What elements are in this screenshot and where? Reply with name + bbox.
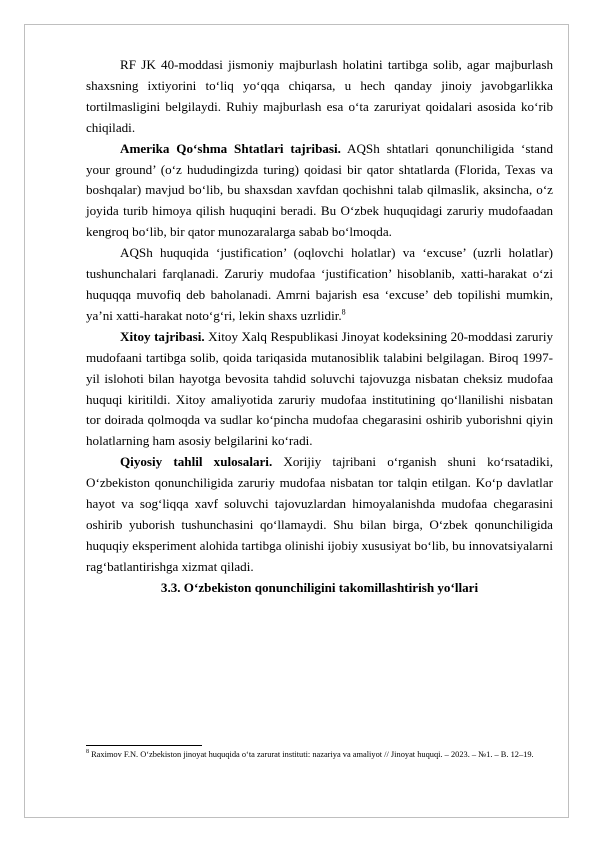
paragraph-text: Xitoy Xalq Respublikasi Jinoyat kodeksining 20-moddasi zaruriy mudofaani tartibga solib, qoida tariqasida mutanosiblik talabini belgilagan. Biroq 1997-yil islohoti bilan hayotga bevosita tahdid soluvchi tajovuzga nisbatan cheksiz mudofaa huquqi kiritildi. Xitoy amaliyotida zaruriy mudofaa institutining qo‘llanilishi nisbatan tor doirada qolmoqda va sudlar ko‘pincha mudofaa chegarasini oshirib yuborishni qiyin holatlarning ham asosiy belgilarini ko‘radi.	[86, 328, 554, 449]
paragraph-lead: Qiyosiy tahlil xulosalari.	[120, 454, 273, 470]
paragraph-usa-experience	[86, 139, 553, 244]
paragraph-china-experience	[86, 327, 553, 452]
paragraph-justification-excuse	[86, 243, 553, 327]
paragraph-text: AQSh shtatlari qonunchiligida ‘stand your ground’ (o‘z hududingizda turing) qoidasi bir qator shtatlarda (Florida, Texas va boshqalar) mavjud bo‘lib, bu shaxsdan xavfdan qochishni talab qilmaslik, aksincha, o‘z joyida turib himoya qilish huquqini beradi. Bu O‘zbek huquqidagi zaruriy mudofaadan kengroq bo‘lib, bir qator munozaralarga sabab bo‘lmoqda.	[86, 140, 553, 240]
paragraph-comparative-conclusions	[86, 452, 553, 577]
footnote-text: Raximov F.N. O‘zbekiston jinoyat huquqida o‘ta zarurat instituti: nazariya va amaliyot // Jinoyat huquqi. – 2023. – №1. – B. 12–19.	[89, 750, 534, 759]
paragraph-text: Xorijiy tajribani o‘rganish shuni ko‘rsatadiki, O‘zbekiston qonunchiligida zaruriy mudofaa nisbatan tor talqin etilgan. Ko‘p davlatlar hayot va sog‘liqqa xavf soluvchi tajovuzlardan himoyalanishda mudofaa chegarasini oshirib yuborish tushunchasini qo‘llamaydi. Shu bilan birga, O‘zbek qonunchiligida huquqiy eksperiment alohida tartibga olinishi ijobiy xususiyat bo‘lib, bu innovatsiyalarni rag‘batlantirishga xizmat qiladi.	[86, 454, 553, 574]
paragraph-text: AQSh huquqida ‘justification’ (oqlovchi holatlar) va ‘excuse’ (uzrli holatlar) tushunchalari farqlanadi. Zaruriy mudofaa ‘justification’ hisoblanib, xatti-harakat o‘zi huquqqa muvofiq deb baholanadi. Amrni bajarish esa ‘excuse’ deb topilishi mumkin, ya’ni xatti-harakat noto‘g‘ri, lekin shaxs uzrlidir.	[86, 245, 553, 323]
section-heading: 3.3. O‘zbekiston qonunchiligini takomillashtirish yo‘llari	[160, 579, 479, 595]
paragraph-lead: Xitoy tajribasi.	[120, 328, 205, 344]
paragraph-rf-article-40	[86, 55, 553, 139]
document-body	[86, 55, 553, 599]
footnote-divider	[86, 745, 202, 746]
footnote-reference[interactable]: 8	[341, 307, 346, 317]
paragraph-lead: Amerika Qo‘shma Shtatlari tajribasi.	[120, 140, 341, 156]
footnote-number: 8	[86, 749, 89, 756]
footnote	[86, 749, 553, 761]
paragraph-text: RF JK 40-moddasi jismoniy majburlash holatini tartibga solib, agar majburlash shaxsning ixtiyorini to‘liq yo‘qqa chiqarsa, u hech qanday jinoiy javobgarlikka tortilmasligini belgilaydi. Ruhiy majburlash esa o‘ta zaruriyat qoidalari asosida ko‘rib chiqiladi.	[86, 57, 553, 135]
